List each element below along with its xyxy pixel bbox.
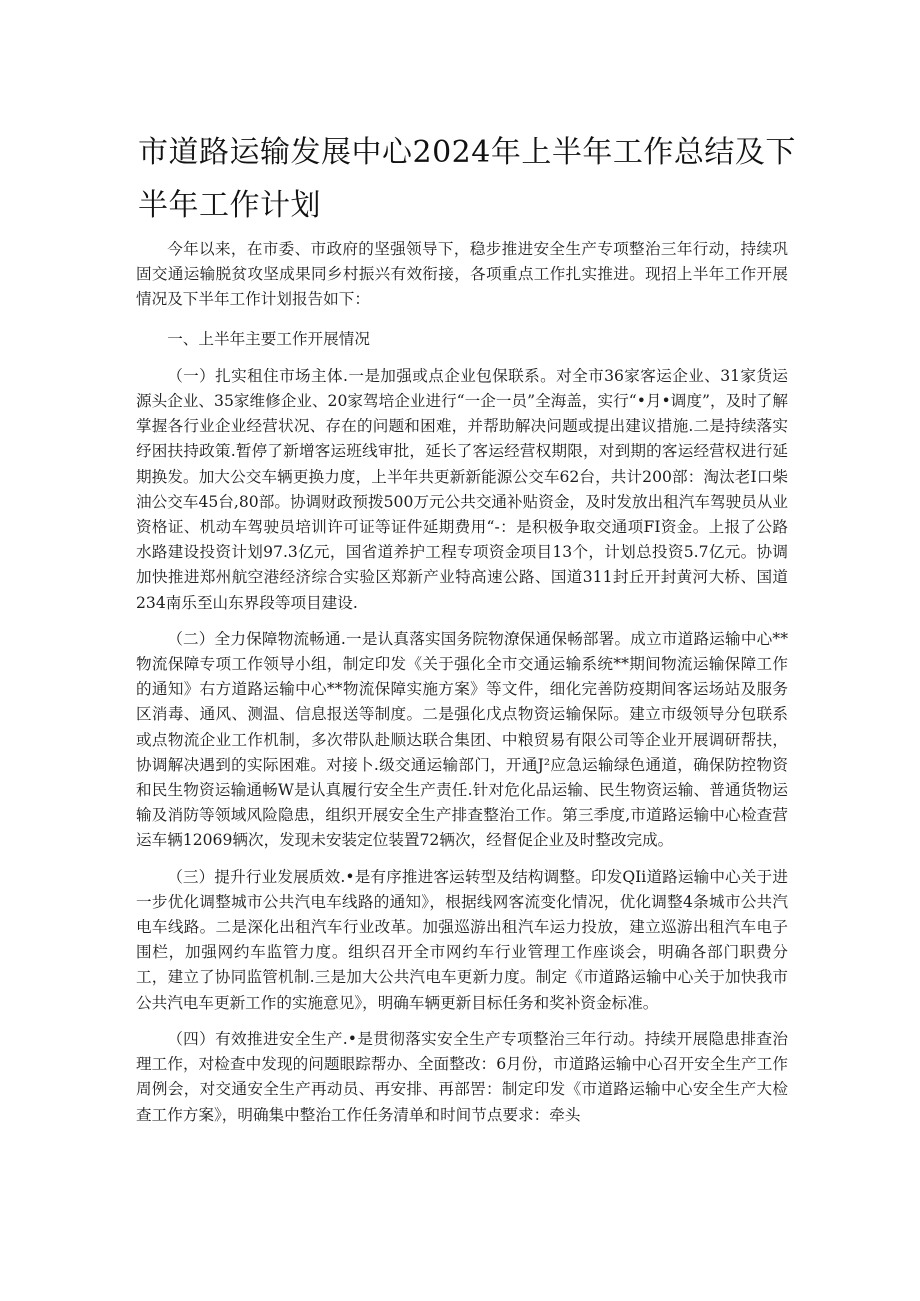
- work-item-paragraph: （三）提升行业发展质效.•是有序推进客运转型及结构调整。印发QIi道路运输中心关于进一步优化调整城市公共汽电车线路的通知》，根据线网客流变化情况，优化调整4条城市公共汽电车线路。二是深化出租汽车行业改革。加强巡游出租汽车运力投放，建立巡游出租汽车电子围栏，加强网约车监管力度。组织召开全市网约车行业管理工作座谈会，明确各部门职费分工，建立了协同监管机制.三是加大公共汽电车更新力度。制定《市道路运输中心关于加快我市公共汽电车更新工作的实施意见》，明确车辆更新目标任务和奖补资金标准。: [136, 867, 788, 1012]
- section-heading: 一、上半年主要工作开展情况: [167, 329, 370, 348]
- work-item-paragraph: （四）有效推进安全生产.•是贯彻落实安全生产专项整治三年行动。持续开展隐患排查治理工作，对检查中发现的问题眼踪帮办、全面整改：6月份，市道路运输中心召开安全生产工作周例会，对交通安全生产再动员、再安排、再部罟：制定印发《市道路运输中心安全生产大检查工作方案》，明确集中整治工作任务清单和时间节点要求：牵头: [136, 1029, 788, 1124]
- work-item-paragraph: （二）全力保障物流畅通.一是认真落实国务院物潦保通保畅部署。成立市道路运输中心**物流保障专项工作领导小组，制定印发《关于强化全市交通运输系统**期间物流运输保障工作的通知》右方道路运输中心**物流保障实施方案》等文件，细化完善防疫期间客运场站及服务区消毒、通风、测温、信息报送等制度。二是强化戊点物资运输保际。建立市级领导分包联系或点物流企业工作机制，多次带队赴顺达联合集团、中粮贸易有限公司等企业开展调研帮扶，协调解决遇到的实际困难。对接卜.级交通运输部门，开通J²应急运输绿色通道，确保防控物资和民生物资运输通畅W是认真履行安全生产责任.针对危化品运输、民生物资运输、普通货物运输及消防等领域风险隐患，组织开展安全生产排查整治工作。第三季度,市道路运输中心检查营运车辆12069辆次，发现未安装定位装置72辆次，经督促企业及时整改完成。: [136, 629, 788, 850]
- work-item-paragraph: （一）扎实租住市场主体.一是加强或点企业包保联系。对全市36家客运企业、31家货运源头企业、35家维修企业、20家驾培企业进行“一企一员”全海盖，实行“•月•调度”，及时了解掌握各行业企业经营状况、存在的问题和困难，并帮助解决问题或提出建议措施.二是持续落实纾困扶持政策.暂停了新增客运班线审批，延长了客运经营权期限，对到期的客运经营权进行延期换发。加大公交车辆更换力度，上半年共更新新能源公交车62台，共计200部：淘汰老I口柴油公交车45台,80部。协调财政预拨500万元公共交通补贴资金，及时发放出租汽车驾驶员从业资格证、机动车驾驶员培训许可证等证件延期费用“-：是积极争取交通项FI资金。上报了公路水路建设投资计划97.3亿元，国省道养护工程专项资金项目13个，计划总投资5.7亿元。协调加快推进郑州航空港经济综合实验区郑新产业特高速公路、国道311封丘开封黄河大桥、国道234南乐至山东界段等项目建设.: [136, 366, 788, 612]
- document-title: 市道路运输发展中心2024年上半年工作总结及下半年工作计划: [138, 135, 796, 223]
- document-body: [136, 237, 788, 1139]
- intro-paragraph: 今年以来，在市委、市政府的坚强领导下，稳步推进安全生产专项整治三年行动，持续巩固交通运输脱贫攻坚成果同乡村振兴有效衔接，各项重点工作扎实推进。现招上半年工作开展情况及下半年工作计划报告如下：: [136, 240, 788, 309]
